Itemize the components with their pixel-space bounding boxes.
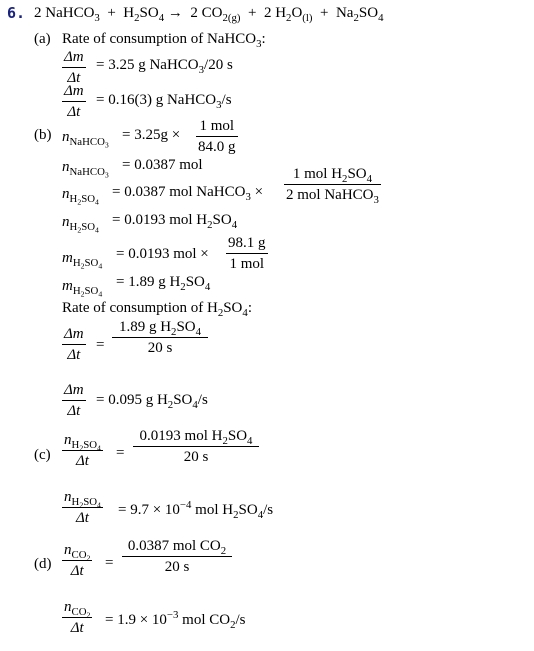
- sub: 3: [373, 194, 379, 207]
- sub: H: [69, 220, 78, 233]
- sub: 4: [98, 261, 103, 271]
- text: /s: [235, 612, 246, 628]
- part-a-heading: [62, 31, 266, 50]
- sub: 2: [77, 225, 82, 235]
- denominator: 84.0 g: [198, 139, 236, 156]
- b-line-3: [112, 184, 264, 203]
- denominator: Δt: [70, 620, 84, 637]
- sub: 4: [97, 443, 101, 453]
- sub: 2: [230, 618, 236, 631]
- n-h2so4: [62, 214, 99, 235]
- plus-sign: +: [107, 5, 116, 21]
- sub: 2: [233, 508, 239, 521]
- sub: 4: [378, 11, 384, 24]
- denominator: Δt: [70, 563, 84, 580]
- numerator: 0.0387 mol CO: [127, 538, 221, 554]
- part-d-label: (d): [34, 556, 52, 572]
- n-co2-over-dt: [62, 599, 92, 638]
- b-line-4: [112, 212, 238, 231]
- m-symbol: m: [62, 250, 73, 266]
- sub: 2(g): [222, 11, 241, 24]
- sub: 2: [134, 11, 140, 24]
- numerator: Δm: [64, 326, 84, 342]
- exponent: −3: [166, 609, 179, 622]
- sub: 3: [256, 37, 262, 50]
- fraction-bar: [122, 556, 232, 557]
- reaction-equation: [34, 5, 384, 24]
- n-symbol: n: [64, 599, 72, 615]
- sub: 2: [86, 610, 91, 620]
- fraction-bar: [62, 344, 86, 345]
- dm-dt-fraction: [62, 83, 86, 122]
- text: SO: [223, 300, 243, 316]
- sub: 2: [167, 398, 174, 411]
- denominator: 20 s: [164, 559, 190, 576]
- denominator: Δt: [67, 403, 81, 420]
- reactant-1: 2 NaHCO: [34, 5, 95, 21]
- equals-sign: =: [116, 445, 125, 461]
- sub: 4: [204, 280, 211, 293]
- product-3: Na: [335, 5, 354, 21]
- equals-sign: =: [96, 337, 105, 353]
- n-nahco3: [62, 159, 109, 180]
- sub: 4: [192, 398, 198, 411]
- sub: 2: [353, 11, 359, 24]
- exponent: −4: [179, 499, 192, 512]
- fraction-bar: [62, 400, 86, 401]
- m-h2so4: [62, 250, 103, 271]
- numerator: 1 mol H: [292, 166, 343, 182]
- text: = 0.0387 mol NaHCO: [112, 184, 246, 200]
- sub: 2: [79, 500, 84, 510]
- denominator: Δt: [67, 70, 81, 87]
- plus-sign: +: [247, 5, 257, 21]
- fraction-bar: [226, 253, 268, 254]
- product-3b: SO: [358, 5, 379, 21]
- sub: NaHCO: [69, 165, 105, 178]
- sub: H: [71, 495, 80, 508]
- sub: 2: [79, 443, 84, 453]
- denominator: Δt: [75, 510, 89, 527]
- denominator: 2 mol NaHCO: [286, 187, 374, 204]
- plus-sign: +: [320, 5, 329, 21]
- text: SO: [185, 274, 205, 290]
- sub: SO: [84, 284, 99, 297]
- sub: 2: [80, 289, 85, 299]
- sub: 4: [95, 225, 99, 235]
- sub: 4: [231, 218, 238, 231]
- b-line-7: [96, 392, 208, 411]
- denominator: 20 s: [183, 449, 209, 466]
- denominator: Δt: [75, 453, 89, 470]
- sub: H: [71, 438, 80, 451]
- sub: CO: [71, 548, 87, 561]
- sub: 2: [286, 11, 292, 24]
- text: /20 s: [204, 57, 233, 73]
- sub: 2: [171, 325, 177, 338]
- dm-dt-fraction: [62, 49, 86, 88]
- part-c-label: (c): [34, 447, 51, 463]
- sub: 3: [245, 190, 251, 203]
- fraction-bar: [133, 446, 259, 447]
- n-symbol: n: [64, 432, 72, 448]
- sub: 3: [198, 63, 205, 76]
- sub: CO: [71, 605, 87, 618]
- numerator: 1 mol: [199, 118, 235, 134]
- sub: 3: [104, 140, 109, 150]
- part-b-label: (b): [34, 127, 52, 143]
- text: Rate of consumption of H: [62, 300, 218, 316]
- n-symbol: n: [62, 214, 70, 230]
- fraction-bar: [62, 67, 86, 68]
- m-h2so4: [62, 278, 103, 299]
- text: = 1.9 × 10: [105, 612, 167, 628]
- rate-fraction: [112, 319, 208, 358]
- sub: 4: [257, 508, 264, 521]
- n-h2so4: [62, 186, 99, 207]
- sub: H: [69, 192, 78, 205]
- sub: SO: [83, 495, 98, 508]
- sub: 2: [207, 218, 213, 231]
- text: /s: [263, 502, 274, 518]
- part-a-line-2: [96, 92, 232, 111]
- sub: 2: [222, 434, 228, 447]
- sub: SO: [83, 438, 98, 451]
- dm-dt-fraction: [62, 382, 86, 421]
- sub: 4: [158, 11, 165, 24]
- sub: 4: [366, 172, 373, 185]
- text: /s: [221, 92, 232, 108]
- reaction-arrow: →: [167, 5, 183, 21]
- n-h2so4-over-dt: [62, 432, 103, 471]
- denominator: Δt: [67, 347, 81, 364]
- text: mol CO: [178, 612, 231, 628]
- text: :: [247, 300, 252, 316]
- fraction-bar: [196, 136, 238, 137]
- n-symbol: n: [64, 542, 72, 558]
- text: = 1.89 g H: [116, 274, 181, 290]
- text: /s: [197, 392, 208, 408]
- fraction-mol-per-g: [196, 118, 238, 157]
- text: = 0.0193 mol H: [112, 212, 208, 228]
- numerator: 1.89 g H: [118, 319, 172, 335]
- text: = 0.095 g H: [96, 392, 168, 408]
- numerator: Δm: [64, 382, 84, 398]
- text: SO: [238, 502, 258, 518]
- heading-text: Rate of consumption of NaHCO: [62, 31, 257, 47]
- sub: 4: [247, 434, 253, 447]
- sub: 4: [242, 306, 248, 319]
- sub: 4: [97, 500, 101, 510]
- product-2b: O: [291, 5, 303, 21]
- n-nahco3: [62, 129, 109, 150]
- text: = 3.25 g NaHCO: [96, 57, 199, 73]
- numerator: 0.0193 mol H: [139, 428, 223, 444]
- sub: SO: [81, 192, 96, 205]
- numerator: 98.1 g: [228, 235, 266, 251]
- sub: 4: [98, 289, 103, 299]
- sub: 2: [220, 544, 227, 557]
- n-symbol: n: [64, 489, 72, 505]
- sub: H: [72, 256, 81, 269]
- sub: SO: [84, 256, 99, 269]
- fraction-mole-ratio: [284, 166, 381, 205]
- denominator: Δt: [67, 104, 81, 121]
- product-1: 2 CO: [190, 5, 223, 21]
- dm-dt-fraction: [62, 326, 86, 365]
- part-a-label: (a): [34, 31, 51, 47]
- numerator: SO: [227, 428, 248, 444]
- rate-fraction: [122, 538, 232, 577]
- c-line-2: [118, 499, 274, 521]
- sub: 3: [94, 11, 100, 24]
- n-symbol: n: [62, 186, 70, 202]
- n-co2-over-dt: [62, 542, 92, 581]
- n-symbol: n: [62, 129, 70, 145]
- sub: 4: [195, 325, 202, 338]
- sub: H: [72, 284, 81, 297]
- fraction-g-per-mol: [226, 235, 268, 274]
- sub: 3: [104, 170, 109, 180]
- times-sign: ×: [254, 184, 264, 200]
- b-line-6: [116, 274, 211, 293]
- sub: (l): [302, 11, 313, 24]
- reactant-2b: SO: [139, 5, 159, 21]
- b-line-5: = 0.0193 mol ×: [116, 246, 209, 262]
- sub: 3: [216, 98, 222, 111]
- b-line-1: = 3.25g ×: [122, 127, 181, 143]
- sub: SO: [81, 220, 96, 233]
- sub: 2: [342, 172, 348, 185]
- sub: 2: [80, 261, 85, 271]
- numerator: SO: [347, 166, 367, 182]
- text: = 9.7 × 10: [118, 502, 180, 518]
- part-a-line-1: [96, 57, 233, 76]
- b-rate-heading: [62, 300, 252, 319]
- denominator: 20 s: [147, 340, 173, 357]
- numerator: Δm: [64, 83, 84, 99]
- heading-end: :: [261, 31, 266, 47]
- sub: 4: [95, 197, 99, 207]
- n-symbol: n: [62, 159, 70, 175]
- d-line-2: [105, 609, 246, 631]
- m-symbol: m: [62, 278, 73, 294]
- rate-fraction: [133, 428, 259, 467]
- text: mol H: [191, 502, 234, 518]
- text: SO: [173, 392, 193, 408]
- fraction-bar: [112, 337, 208, 338]
- text: SO: [212, 212, 232, 228]
- denominator: 1 mol: [229, 256, 265, 273]
- text: = 0.16(3) g NaHCO: [96, 92, 217, 108]
- fraction-bar: [62, 101, 86, 102]
- sub: 2: [180, 280, 186, 293]
- numerator: Δm: [64, 49, 84, 65]
- sub: 2: [77, 197, 82, 207]
- sub: NaHCO: [69, 135, 105, 148]
- problem-number: 6.: [7, 4, 26, 22]
- reactant-2: H: [123, 5, 135, 21]
- numerator: SO: [176, 319, 196, 335]
- equals-sign: =: [105, 555, 114, 571]
- b-line-2: = 0.0387 mol: [122, 157, 203, 173]
- sub: 2: [86, 553, 91, 563]
- n-h2so4-over-dt: [62, 489, 103, 528]
- product-2: 2 H: [263, 5, 287, 21]
- sub: 2: [217, 306, 224, 319]
